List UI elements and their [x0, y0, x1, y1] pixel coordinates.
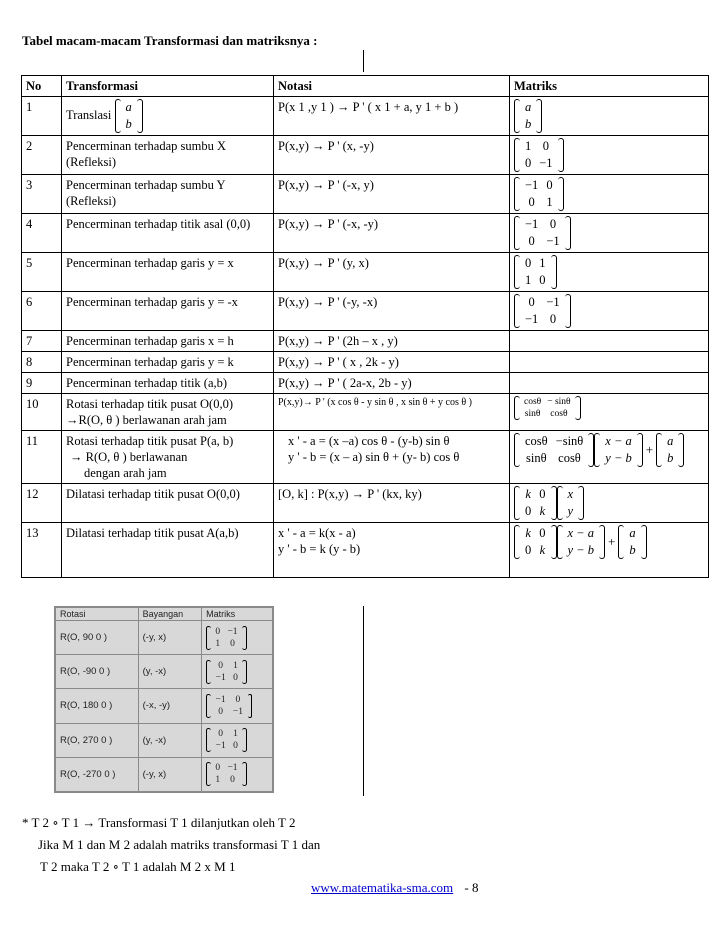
row-matriks [510, 331, 709, 352]
row-notasi: P(x,y)→ P ' (x cos θ - y sin θ , x sin θ + y cos θ ) [274, 394, 510, 431]
row-no: 10 [22, 394, 62, 431]
rot-matrix-cell [202, 757, 273, 791]
rot-matrix-cell [202, 621, 273, 655]
vector: x − a y − b [594, 433, 642, 467]
table-row [22, 352, 709, 373]
row-matriks [510, 136, 709, 175]
rot-image: (y, -x) [138, 723, 202, 757]
row-matriks: k 0 0 k x − a y − b + a b [510, 523, 709, 578]
matrix: 0 1 −1 0 [206, 660, 247, 684]
row-matriks [510, 214, 709, 253]
row-no: 13 [22, 523, 62, 578]
row-no: 6 [22, 292, 62, 331]
row-notasi [274, 431, 510, 484]
notasi-line: y ' - b = (x – a) sin θ + (y- b) cos θ [288, 450, 460, 464]
rot-name: R(O, -90 0 ) [56, 655, 139, 689]
matrix: 0 1 −1 0 [206, 728, 247, 752]
notasi-line: x ' - a = (x –a) cos θ - (y-b) sin θ [288, 434, 450, 448]
row-notasi: P(x,y) → P ' (2h – x , y) [274, 331, 510, 352]
row-notasi: P(x,y) → P ' ( x , 2k - y) [274, 352, 510, 373]
table-row [22, 331, 709, 352]
row-matriks [510, 373, 709, 394]
row-no: 8 [22, 352, 62, 373]
rot-name: R(O, 180 0 ) [56, 689, 139, 723]
row-matriks: cosθ −sinθ sinθ cosθ x − a y − b + a b [510, 431, 709, 484]
rot-header: Matriks [202, 608, 273, 621]
row-transformasi: Pencerminan terhadap garis y = x [62, 253, 274, 292]
row-transformasi: Pencerminan terhadap garis y = k [62, 352, 274, 373]
rotation-table-image [54, 606, 274, 793]
footer [311, 880, 478, 896]
row-matriks [510, 484, 709, 523]
row-transformasi [62, 97, 274, 136]
row-transformasi: Pencerminan terhadap sumbu X (Refleksi) [62, 136, 274, 175]
row-transformasi: Pencerminan terhadap sumbu Y (Refleksi) [62, 175, 274, 214]
note-line: Jika M 1 dan M 2 adalah matriks transformasi T 1 dan [38, 837, 321, 852]
row-notasi [274, 523, 510, 578]
matrix: 0 −1 1 0 [206, 626, 247, 650]
matrix: k 0 0 k [514, 486, 557, 520]
matrix: a b [514, 99, 542, 133]
table-row [22, 394, 709, 431]
row-matriks [510, 253, 709, 292]
rot-name: R(O, 90 0 ) [56, 621, 139, 655]
row-transformasi: Dilatasi terhadap titik pusat O(0,0) [62, 484, 274, 523]
rot-matrix-cell [202, 723, 273, 757]
row-no: 3 [22, 175, 62, 214]
matrix: cosθ −sinθ sinθ cosθ [514, 433, 594, 467]
rot-image: (y, -x) [138, 655, 202, 689]
table-header-row [22, 76, 709, 97]
transformasi-line: Rotasi terhadap titik pusat P(a, b) [66, 434, 234, 448]
matrix: 0 −1 1 0 [206, 762, 247, 786]
rot-matrix-cell [202, 689, 273, 723]
header-transformasi: Transformasi [62, 76, 274, 97]
table-row [22, 431, 709, 484]
matrix: k 0 0 k [514, 525, 557, 559]
table-row [22, 292, 709, 331]
footer-link[interactable]: www.matematika-sma.com [311, 880, 454, 895]
row-no: 11 [22, 431, 62, 484]
matrix: 1 0 0 −1 [514, 138, 564, 172]
notasi-line: x ' - a = k(x - a) [278, 526, 356, 540]
table-row [22, 214, 709, 253]
matrix: 0 −1 −1 0 [514, 294, 571, 328]
table-row [22, 97, 709, 136]
row-matriks [510, 97, 709, 136]
row-notasi: P(x,y) → P ' ( 2a-x, 2b - y) [274, 373, 510, 394]
row-no: 12 [22, 484, 62, 523]
row-no: 4 [22, 214, 62, 253]
row-matriks [510, 352, 709, 373]
header-notasi: Notasi [274, 76, 510, 97]
page-number: - 8 [464, 880, 479, 895]
vector: a b [656, 433, 684, 467]
table-row [22, 484, 709, 523]
note-line: T 2 maka T 2 ∘ T 1 adalah M 2 x M 1 [40, 859, 236, 874]
row-matriks [510, 292, 709, 331]
composition-note [22, 812, 320, 878]
matrix: −1 0 0 1 [514, 177, 564, 211]
row-no: 9 [22, 373, 62, 394]
vector: a b [618, 525, 646, 559]
row-notasi: P(x,y) → P ' (-y, -x) [274, 292, 510, 331]
table-row [22, 175, 709, 214]
row-matriks [510, 175, 709, 214]
page-title: Tabel macam-macam Transformasi dan matriksnya : [22, 33, 318, 48]
row-matriks [510, 394, 709, 431]
row-notasi: P(x 1 ,y 1 ) → P ' ( x 1 + a, y 1 + b ) [274, 97, 510, 136]
table-row [22, 523, 709, 578]
translation-vector: a b [115, 99, 143, 133]
row-notasi: P(x,y) → P ' (-x, y) [274, 175, 510, 214]
row-transformasi [62, 394, 274, 431]
row-notasi: P(x,y) → P ' (-x, -y) [274, 214, 510, 253]
header-matriks: Matriks [510, 76, 709, 97]
transformasi-line: Rotasi terhadap titik pusat O(0,0) [66, 397, 233, 411]
notasi-line: y ' - b = k (y - b) [278, 542, 361, 556]
rot-header: Rotasi [56, 608, 139, 621]
row-transformasi: Pencerminan terhadap titik (a,b) [62, 373, 274, 394]
matrix: −1 0 0 −1 [206, 694, 252, 718]
rot-image: (-y, x) [138, 621, 202, 655]
row-no: 2 [22, 136, 62, 175]
matrix: −1 0 0 −1 [514, 216, 571, 250]
table-row [22, 253, 709, 292]
row-no: 7 [22, 331, 62, 352]
row-notasi: [O, k] : P(x,y) → P ' (kx, ky) [274, 484, 510, 523]
row-notasi: P(x,y) → P ' (x, -y) [274, 136, 510, 175]
matrix: 0 1 1 0 [514, 255, 557, 289]
row-transformasi: Pencerminan terhadap garis x = h [62, 331, 274, 352]
row-notasi: P(x,y) → P ' (y, x) [274, 253, 510, 292]
transformasi-line: → R(O, θ ) berlawanan [70, 450, 188, 464]
vector: x y [557, 486, 585, 520]
header-no: No [22, 76, 62, 97]
transformation-table [21, 75, 709, 578]
row-no: 1 [22, 97, 62, 136]
transformasi-line: dengan arah jam [84, 466, 167, 480]
divider-line [363, 50, 364, 72]
row-transformasi: Pencerminan terhadap titik asal (0,0) [62, 214, 274, 253]
note-line: * T 2 ∘ T 1 → Transformasi T 1 dilanjutkan oleh T 2 [22, 815, 296, 830]
row-transformasi: Dilatasi terhadap titik pusat A(a,b) [62, 523, 274, 578]
vector: x − a y − b [557, 525, 605, 559]
transformasi-text: Translasi [66, 107, 112, 122]
row-transformasi: Pencerminan terhadap garis y = -x [62, 292, 274, 331]
rot-image: (-y, x) [138, 757, 202, 791]
transformasi-line: →R(O, θ ) berlawanan arah jam [66, 413, 227, 427]
rot-matrix-cell [202, 655, 273, 689]
rot-image: (-x, -y) [138, 689, 202, 723]
table-row [22, 373, 709, 394]
row-transformasi [62, 431, 274, 484]
rot-name: R(O, 270 0 ) [56, 723, 139, 757]
divider-line [363, 606, 364, 796]
rot-name: R(O, -270 0 ) [56, 757, 139, 791]
row-no: 5 [22, 253, 62, 292]
table-row [22, 136, 709, 175]
rot-header: Bayangan [138, 608, 202, 621]
matrix: cosθ − sinθ sinθ cosθ [514, 396, 581, 420]
